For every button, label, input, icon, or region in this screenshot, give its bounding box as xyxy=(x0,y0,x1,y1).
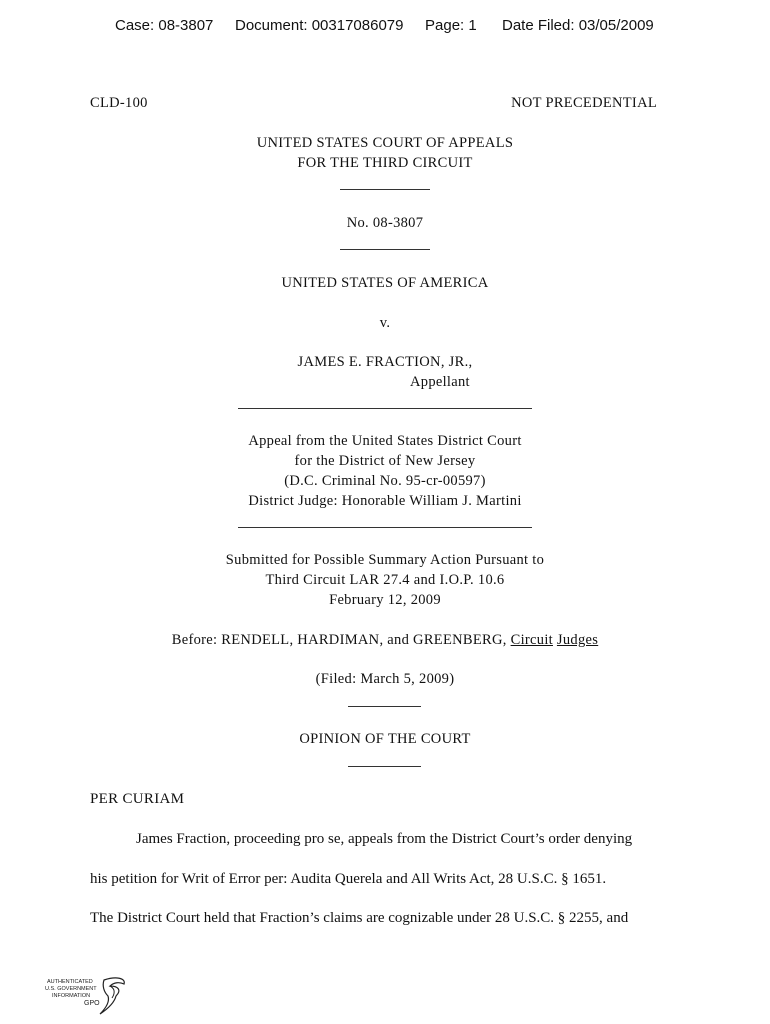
appeal-line-4: District Judge: Honorable William J. Martini xyxy=(248,493,522,509)
page-number-header: Page: 1 xyxy=(425,17,477,34)
separator-rule xyxy=(340,189,430,190)
doc-code: CLD-100 xyxy=(90,95,148,111)
circuit-word: Circuit xyxy=(510,632,553,648)
before-text: Before: RENDELL, HARDIMAN, and GREENBERG, xyxy=(171,632,511,648)
submitted-line-3: February 12, 2009 xyxy=(329,592,441,608)
separator-rule xyxy=(238,408,532,409)
separator-rule xyxy=(238,527,532,528)
separator-rule xyxy=(348,706,421,707)
svg-text:INFORMATION: INFORMATION xyxy=(52,993,91,999)
appeal-line-3: (D.C. Criminal No. 95-cr-00597) xyxy=(284,473,486,489)
opinion-title: OPINION OF THE COURT xyxy=(299,731,471,747)
document-number-header: Document: 00317086079 xyxy=(235,17,404,34)
versus: v. xyxy=(379,315,391,331)
date-filed-header: Date Filed: 03/05/2009 xyxy=(502,17,654,34)
judges-word: Judges xyxy=(556,632,599,648)
case-number-header: Case: 08-3807 xyxy=(115,17,214,34)
separator-rule xyxy=(340,249,430,250)
submitted-line-1: Submitted for Possible Summary Action Pursuant to xyxy=(225,552,545,568)
party-appellant: JAMES E. FRACTION, JR., xyxy=(297,354,473,370)
body-line-3: The District Court held that Fraction’s claims are cognizable under 28 U.S.C. § 2255, and xyxy=(90,910,629,926)
appeal-line-2: for the District of New Jersey xyxy=(294,453,476,469)
precedential-status: NOT PRECEDENTIAL xyxy=(511,95,657,111)
submitted-line-2: Third Circuit LAR 27.4 and I.O.P. 10.6 xyxy=(265,572,505,588)
body-line-1: James Fraction, proceeding pro se, appeals from the District Court’s order denying xyxy=(136,831,633,847)
case-number: No. 08-3807 xyxy=(346,215,424,231)
court-name-line2: FOR THE THIRD CIRCUIT xyxy=(297,155,473,171)
svg-text:U.S. GOVERNMENT: U.S. GOVERNMENT xyxy=(45,986,97,992)
party-plaintiff: UNITED STATES OF AMERICA xyxy=(281,275,489,291)
court-name-line1: UNITED STATES COURT OF APPEALS xyxy=(256,135,514,151)
gpo-eagle-icon xyxy=(44,974,130,1018)
appellant-role: Appellant xyxy=(410,374,470,390)
separator-rule xyxy=(348,766,421,767)
svg-text:GPO: GPO xyxy=(84,1000,100,1007)
filed-date: (Filed: March 5, 2009) xyxy=(315,671,455,687)
panel-judges xyxy=(0,632,770,649)
per-curiam: PER CURIAM xyxy=(90,791,185,807)
appeal-line-1: Appeal from the United States District Court xyxy=(248,433,522,449)
gpo-authentication-seal xyxy=(44,974,130,1018)
svg-text:AUTHENTICATED: AUTHENTICATED xyxy=(47,979,93,985)
body-line-2: his petition for Writ of Error per: Audita Querela and All Writs Act, 28 U.S.C. § 1651. xyxy=(90,871,607,887)
